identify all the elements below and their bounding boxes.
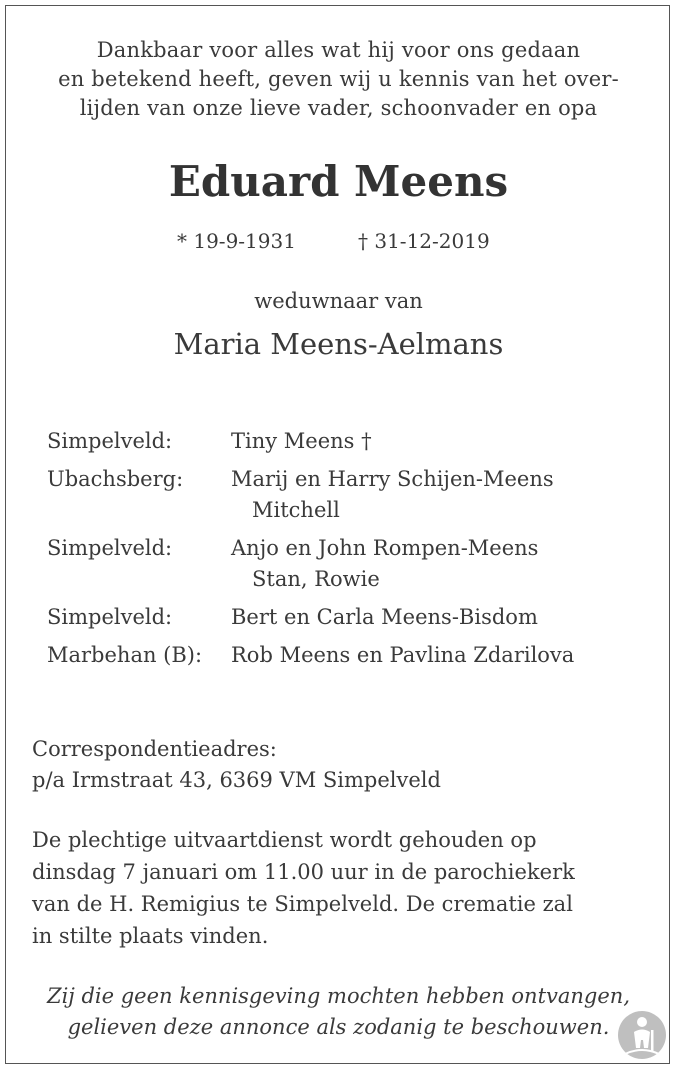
family-row bbox=[47, 640, 667, 671]
family-grandchildren: Stan, Rowie bbox=[252, 567, 380, 591]
family-row bbox=[47, 533, 667, 595]
intro-line: Dankbaar voor alles wat hij voor ons gedaan bbox=[96, 38, 581, 62]
service-line: De plechtige uitvaartdienst wordt gehouden op bbox=[32, 828, 537, 852]
intro-text bbox=[0, 36, 677, 123]
service-info bbox=[32, 824, 575, 952]
family-names bbox=[231, 640, 574, 671]
closing-line: Zij die geen kennisgeving mochten hebben ontvangen, bbox=[46, 984, 630, 1008]
family-row bbox=[47, 602, 667, 633]
widower-label: weduwnaar van bbox=[254, 289, 423, 313]
closing-note bbox=[0, 981, 677, 1043]
family-names bbox=[231, 533, 538, 595]
family-members: Marij en Harry Schijen-Meens bbox=[231, 467, 554, 491]
family-members: Rob Meens en Pavlina Zdarilova bbox=[231, 643, 575, 667]
memorial-person-logo-icon bbox=[617, 1010, 667, 1060]
correspondence-label: Correspondentieadres: bbox=[32, 737, 277, 761]
family-row bbox=[47, 464, 667, 526]
correspondence-block bbox=[32, 734, 441, 796]
family-names bbox=[231, 426, 372, 457]
family-members: Tiny Meens † bbox=[231, 429, 372, 453]
family-members: Anjo en John Rompen-Meens bbox=[231, 536, 539, 560]
intro-line: lijden van onze lieve vader, schoonvader en opa bbox=[79, 96, 598, 120]
birth-date: * 19-9-1931 bbox=[177, 229, 296, 253]
family-place: Ubachsberg: bbox=[47, 467, 184, 491]
service-line: van de H. Remigius te Simpelveld. De crematie zal bbox=[32, 892, 573, 916]
family-place: Simpelveld: bbox=[47, 536, 173, 560]
deceased-name: Eduard Meens bbox=[168, 157, 509, 206]
family-grandchildren: Mitchell bbox=[252, 498, 340, 522]
service-line: in stilte plaats vinden. bbox=[32, 924, 269, 948]
family-members: Bert en Carla Meens-Bisdom bbox=[231, 605, 538, 629]
death-date: † 31-12-2019 bbox=[358, 229, 490, 253]
family-place: Simpelveld: bbox=[47, 605, 173, 629]
intro-line: en betekend heeft, geven wij u kennis van het over- bbox=[58, 67, 619, 91]
correspondence-address: p/a Irmstraat 43, 6369 VM Simpelveld bbox=[32, 768, 441, 792]
family-row bbox=[47, 426, 667, 457]
family-names bbox=[231, 602, 538, 633]
family-place: Marbehan (B): bbox=[47, 643, 203, 667]
family-place: Simpelveld: bbox=[47, 429, 173, 453]
family-names bbox=[231, 464, 554, 526]
closing-line: gelieven deze annonce als zodanig te beschouwen. bbox=[67, 1015, 610, 1039]
service-line: dinsdag 7 januari om 11.00 uur in de parochiekerk bbox=[32, 860, 575, 884]
family-list bbox=[47, 426, 667, 678]
spouse-name: Maria Meens-Aelmans bbox=[173, 327, 504, 361]
